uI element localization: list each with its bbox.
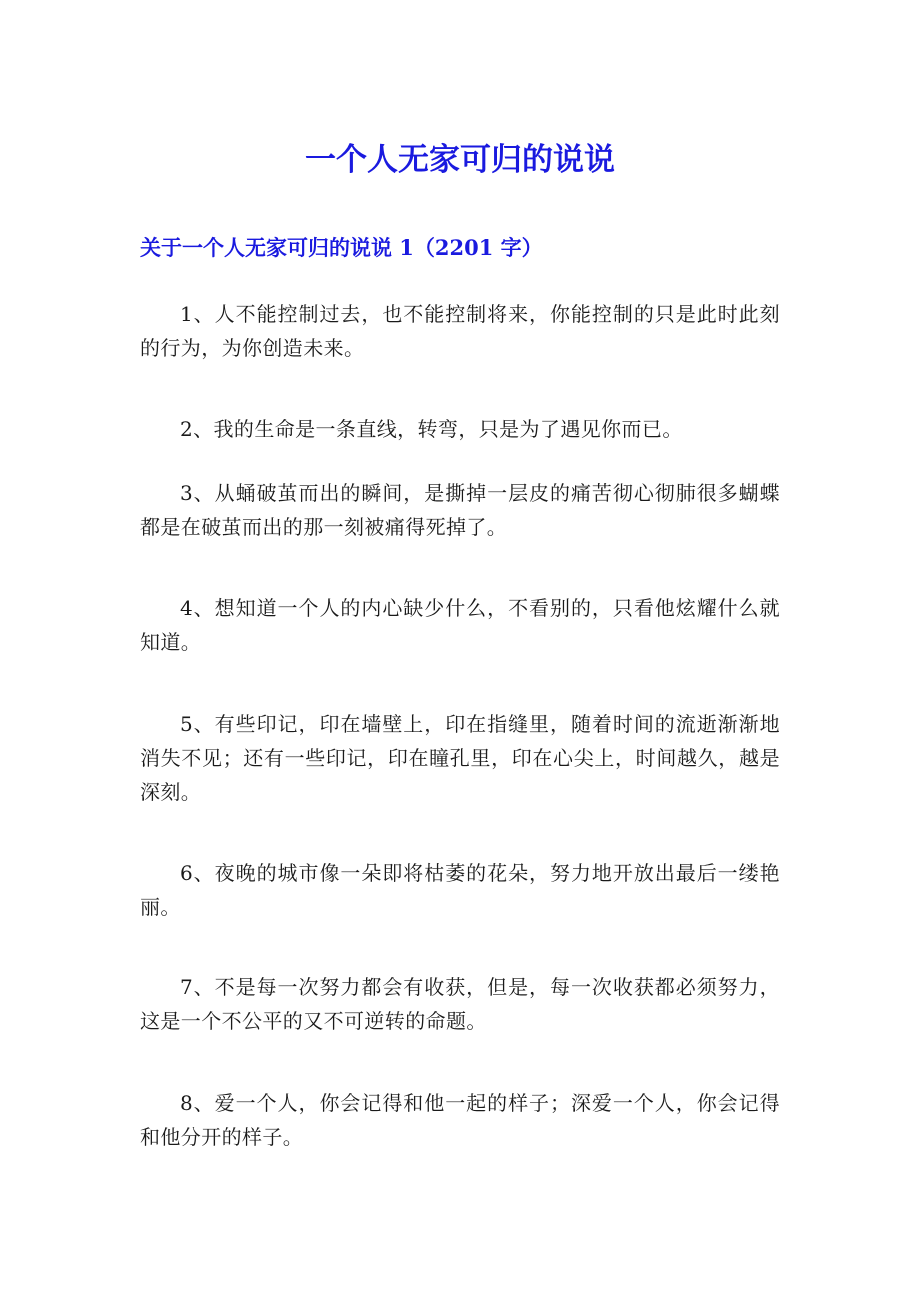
paragraph-8: 8、爱一个人，你会记得和他一起的样子；深爱一个人，你会记得和他分开的样子。 [140,1091,780,1149]
paragraph-7: 7、不是每一次努力都会有收获，但是，每一次收获都必须努力，这是一个不公平的又不可逆转的命题。 [140,975,780,1033]
paragraph-6: 6、夜晚的城市像一朵即将枯萎的花朵，努力地开放出最后一缕艳丽。 [140,861,780,919]
document-title: 一个人无家可归的说说 [305,142,615,178]
section-heading: 关于一个人无家可归的说说 1（2201 字） [140,235,543,260]
paragraph-5: 5、有些印记，印在墙壁上，印在指缝里，随着时间的流逝渐渐地消失不见；还有一些印记，印在瞳孔里，印在心尖上，时间越久，越是深刻。 [140,712,780,804]
paragraph-1: 1、人不能控制过去，也不能控制将来，你能控制的只是此时此刻的行为，为你创造未来。 [140,302,780,360]
paragraph-3: 3、从蛹破茧而出的瞬间，是撕掉一层皮的痛苦彻心彻肺很多蝴蝶都是在破茧而出的那一刻被痛得死掉了。 [140,481,780,539]
paragraph-2: 2、我的生命是一条直线，转弯，只是为了遇见你而已。 [180,417,683,441]
paragraph-4: 4、想知道一个人的内心缺少什么，不看别的，只看他炫耀什么就知道。 [140,596,780,654]
